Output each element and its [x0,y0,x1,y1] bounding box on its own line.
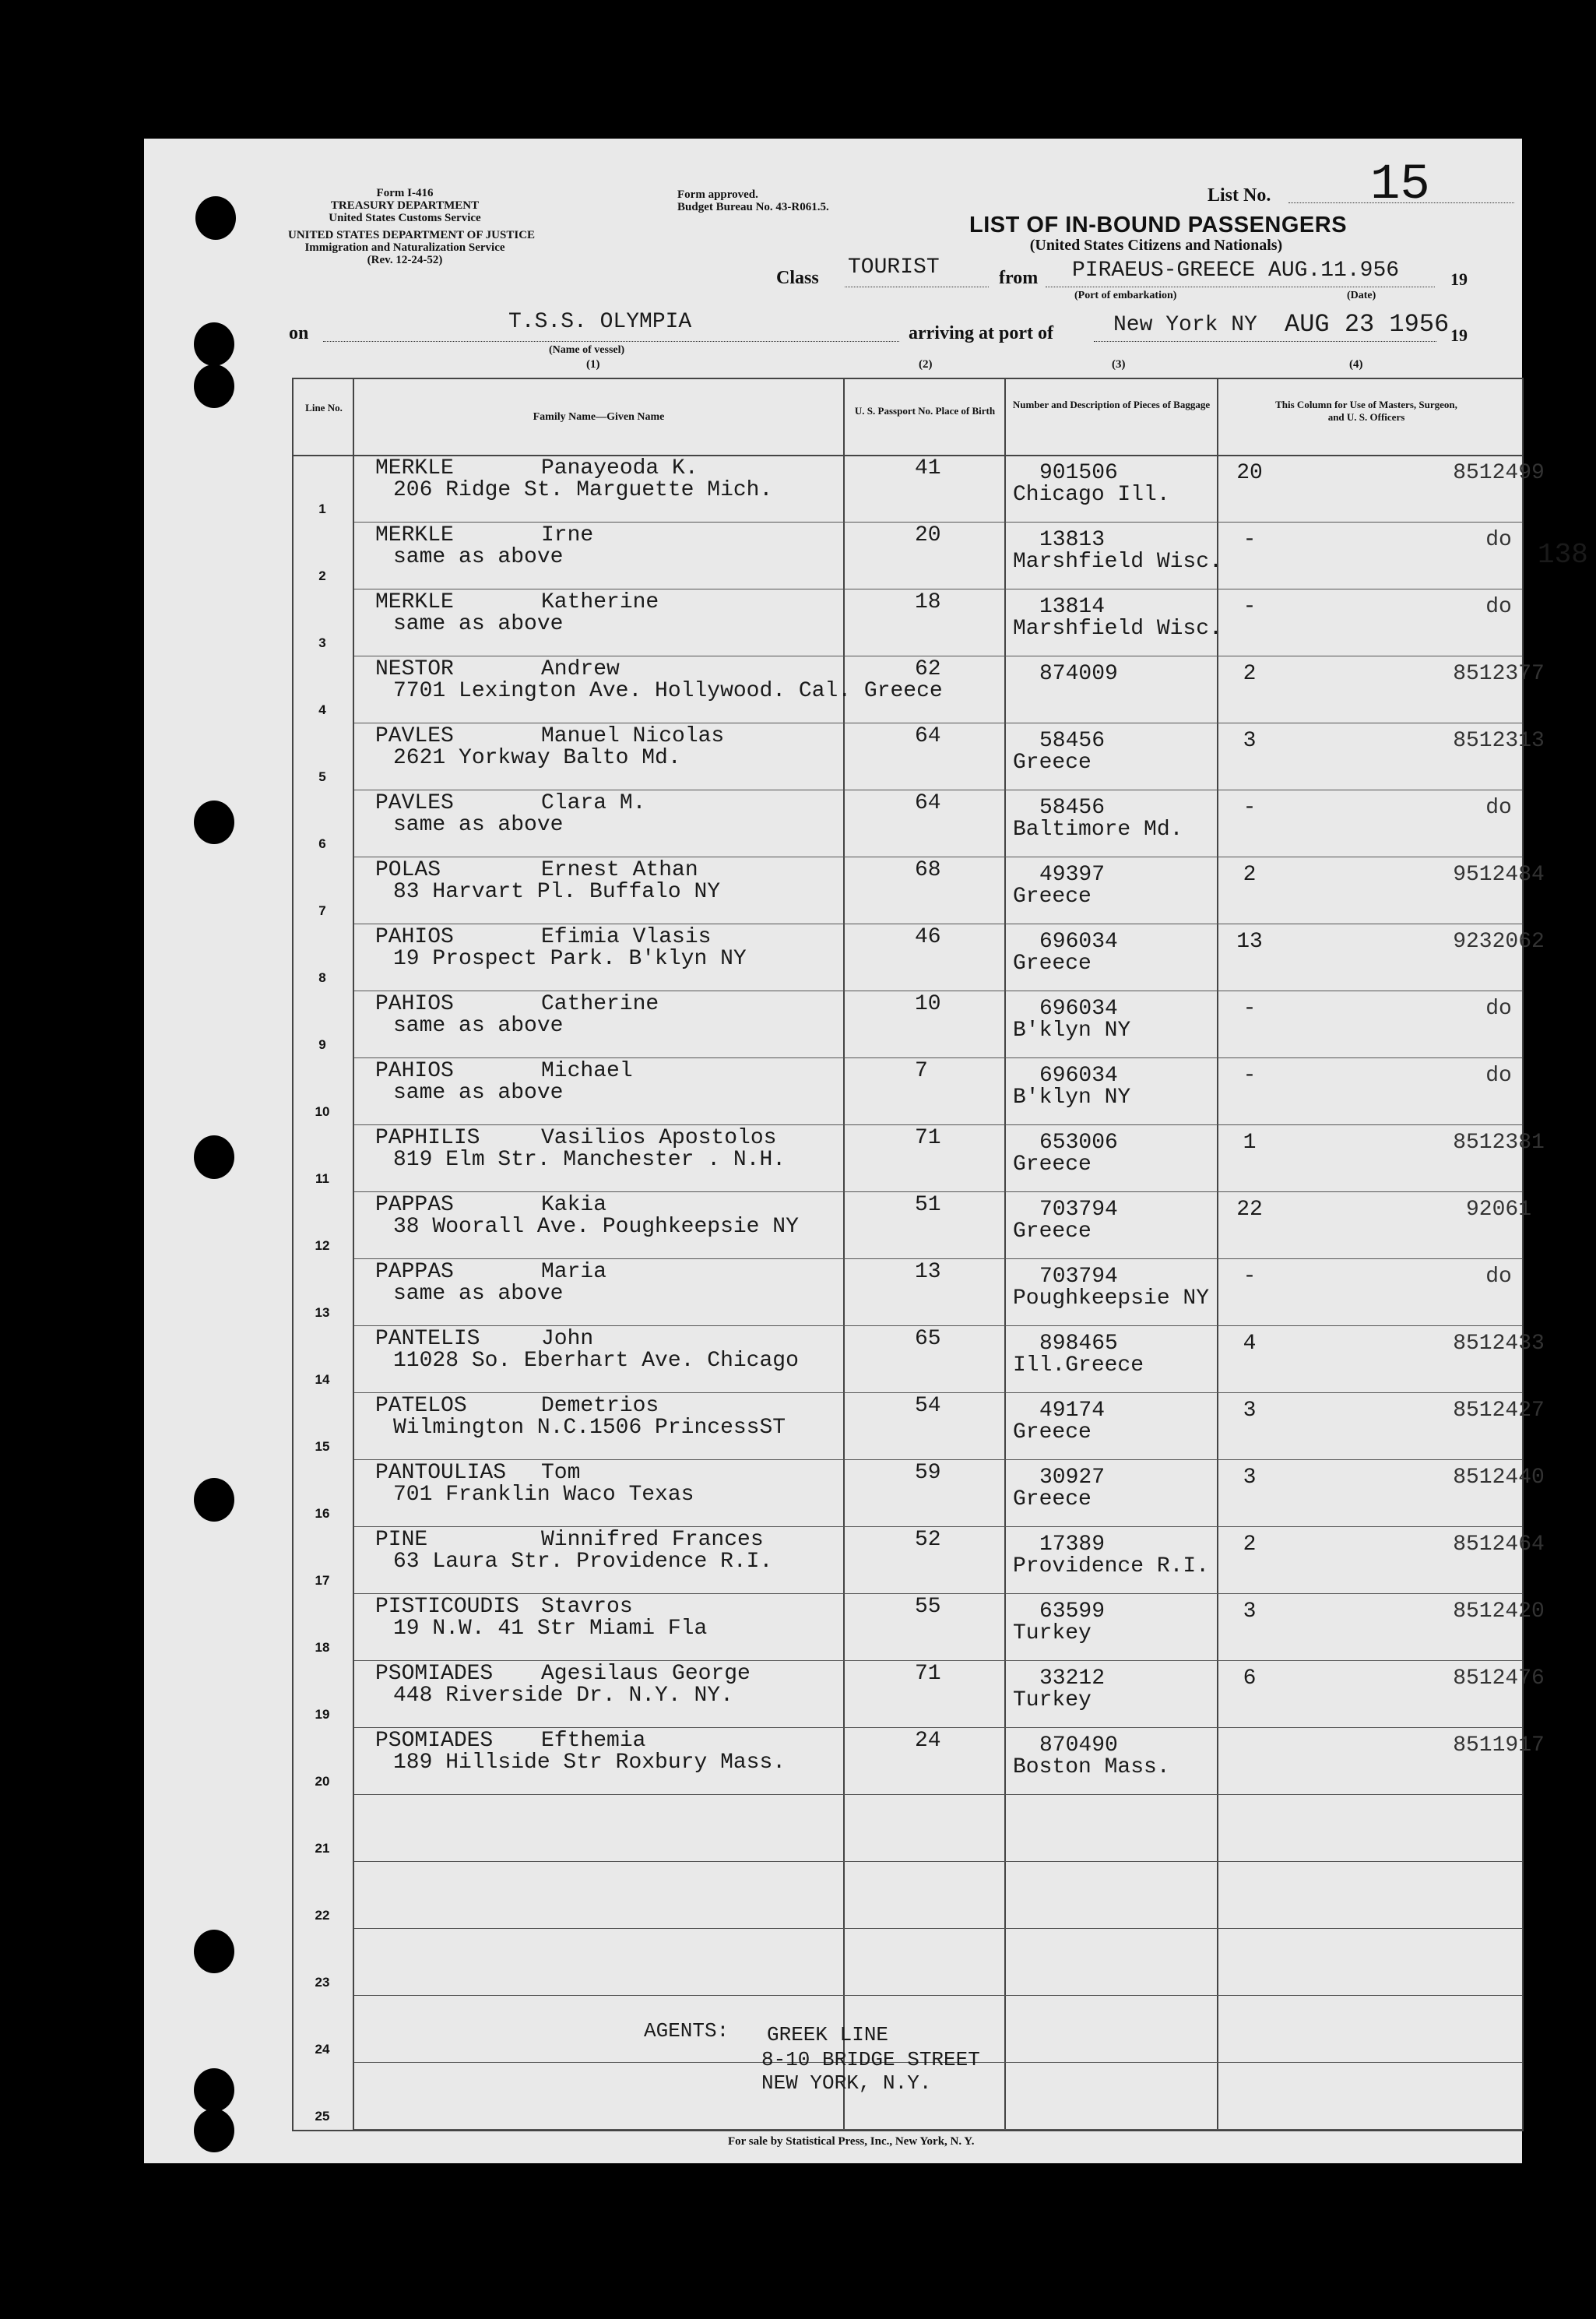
row-divider [354,2129,1522,2130]
family-name: PAPHILIS [375,1126,480,1150]
baggage-count: 20 [1236,461,1263,485]
officer-note: 8512499 [1453,461,1545,485]
age: 51 [915,1193,941,1217]
line-number: 1 [318,501,326,516]
table-row [292,1260,1522,1327]
header-baggage: Number and Description of Pieces of Baggage [1012,399,1211,410]
justice-dept: UNITED STATES DEPARTMENT OF JUSTICE [288,229,536,241]
age: 59 [915,1461,941,1485]
title-block [969,213,1348,255]
address: 819 Elm Str. Manchester . N.H. [393,1148,786,1172]
place-of-birth: Chicago Ill. [1013,483,1170,507]
family-name: MERKLE [375,590,454,614]
table-row [292,523,1588,590]
form-number: Form I-416 [376,187,434,199]
line-number: 11 [315,1171,329,1186]
table-row [292,925,1545,992]
year-prefix: 19 [1450,269,1468,289]
row-divider [354,1057,1522,1058]
revision: (Rev. 12-24-52) [367,254,443,266]
table-row [292,1193,1531,1260]
age: 55 [915,1595,941,1619]
table-row [292,1528,1545,1595]
officer-note: 8512381 [1453,1131,1545,1155]
baggage-count: 13 [1236,930,1263,954]
family-name: MERKLE [375,456,454,480]
given-name: Demetrios [541,1394,659,1418]
line-number: 22 [315,1908,330,1923]
officer-note: 9512484 [1453,863,1545,887]
line-number: 9 [318,1037,326,1052]
baggage-count: 2 [1243,662,1257,686]
row-divider [354,1191,1522,1192]
officer-note: 8512476 [1453,1666,1545,1691]
row-divider [354,1727,1522,1728]
age: 7 [915,1059,928,1083]
col-num-3: (3) [1112,358,1126,371]
form-id-block [288,187,536,266]
table-row [292,724,1545,791]
punch-hole [194,1478,234,1522]
table-row [292,1059,1522,1126]
baggage-count: 2 [1243,1533,1257,1557]
place-of-birth: Greece [1013,1219,1092,1244]
agents-line-1: GREEK LINE [767,2023,889,2046]
address: 38 Woorall Ave. Poughkeepsie NY [393,1215,799,1239]
table-row [292,1126,1545,1193]
officer-note: do [1485,528,1512,552]
table-row [292,992,1522,1059]
passenger-rows [292,456,1588,2129]
baggage-count: 4 [1243,1332,1257,1356]
punch-hole [195,196,236,240]
row-divider [354,1861,1522,1862]
address: 448 Riverside Dr. N.Y. NY. [393,1684,733,1708]
place-of-birth: Greece [1013,751,1092,775]
punch-hole [194,2068,234,2112]
given-name: Kakia [541,1193,607,1217]
passport-number: 13813 [1039,528,1106,552]
passport-number: 696034 [1039,1064,1118,1088]
given-name: Clara M. [541,791,646,815]
family-name: PSOMIADES [375,1729,494,1753]
place-of-birth: Poughkeepsie NY [1013,1286,1210,1311]
row-divider [354,1124,1522,1125]
baggage-count: 3 [1243,729,1257,753]
line-number: 5 [318,769,326,784]
place-of-birth: Turkey [1013,1688,1092,1712]
given-name: John [541,1327,594,1351]
embark-port-date: PIRAEUS-GREECE AUG.11.956 [1072,259,1400,283]
place-of-birth: B'klyn NY [1013,1086,1131,1110]
passport-number: 703794 [1039,1198,1118,1222]
line-number: 24 [315,2042,330,2057]
family-name: PISTICOUDIS [375,1595,519,1619]
address: same as above [393,813,564,837]
officer-note: do [1485,1064,1512,1088]
vessel-caption: (Name of vessel) [549,344,625,356]
passport-number: 696034 [1039,997,1118,1021]
given-name: Andrew [541,657,620,681]
embark-caption: (Port of embarkation) [1074,290,1177,301]
table-row [292,456,1545,523]
passport-number: 874009 [1039,662,1118,686]
line-number: 2 [318,568,326,583]
passport-number: 696034 [1039,930,1118,954]
table-row [292,590,1522,657]
family-name: PSOMIADES [375,1662,494,1686]
age: 54 [915,1394,941,1418]
age: 46 [915,925,941,949]
officer-note: 8512420 [1453,1599,1545,1624]
table-row [292,1461,1545,1528]
passport-number: 653006 [1039,1131,1118,1155]
line-number: 10 [315,1104,330,1119]
year-prefix-2: 19 [1450,326,1468,345]
address: same as above [393,1081,564,1105]
form-approved: Form approved. [677,188,758,201]
place-of-birth: Greece [1013,885,1092,909]
family-name: NESTOR [375,657,454,681]
table-row [292,1796,1522,1863]
place-of-birth: Greece [1013,1420,1092,1445]
passport-number: 63599 [1039,1599,1106,1624]
age: 52 [915,1528,941,1552]
class-value: TOURIST [848,255,940,280]
family-name: PINE [375,1528,428,1552]
header-passport: U. S. Passport No. Place of Birth [854,405,996,417]
given-name: Catherine [541,992,659,1016]
family-name: PAPPAS [375,1193,454,1217]
row-divider [354,1928,1522,1929]
officer-note: do [1485,796,1512,820]
header-line-no: Line No. [305,402,343,413]
given-name: Vasilios Apostolos [541,1126,777,1150]
age: 65 [915,1327,941,1351]
address: 63 Laura Str. Providence R.I. [393,1550,773,1574]
given-name: Michael [541,1059,633,1083]
line-number: 23 [315,1975,330,1990]
address: 189 Hillside Str Roxbury Mass. [393,1751,786,1775]
baggage-count: - [1243,528,1257,552]
officer-note: 9232062 [1453,930,1545,954]
officer-note: 8512433 [1453,1332,1545,1356]
arrival-port: New York NY [1113,313,1257,337]
row-divider [354,1325,1522,1326]
family-name: PANTOULIAS [375,1461,507,1485]
family-name: POLAS [375,858,441,882]
page-title: LIST OF IN-BOUND PASSENGERS [969,213,1348,238]
line-number: 17 [315,1573,330,1588]
agents-label: AGENTS: [644,2019,729,2043]
family-name: PAHIOS [375,992,454,1016]
baggage-count: - [1243,595,1257,619]
table-row [292,1394,1545,1461]
table-row [292,1863,1522,1930]
age: 20 [915,523,941,547]
date-caption: (Date) [1347,290,1376,301]
age: 18 [915,590,941,614]
family-name: PAVLES [375,791,454,815]
row-divider [354,1794,1522,1795]
officer-note: 8512464 [1453,1533,1545,1557]
address: Wilmington N.C.1506 PrincessST [393,1416,786,1440]
given-name: Irne [541,523,594,547]
address: 19 Prospect Park. B'klyn NY [393,947,747,971]
passport-number: 58456 [1039,796,1106,820]
line-number: 3 [318,635,326,650]
place-of-birth: Providence R.I. [1013,1554,1210,1578]
baggage-count: 3 [1243,1399,1257,1423]
age: 24 [915,1729,941,1753]
baggage-count: - [1243,796,1257,820]
line-number: 4 [318,702,326,717]
agents-line-3: NEW YORK, N.Y. [761,2071,932,2095]
agents-line-2: 8-10 BRIDGE STREET [761,2048,980,2071]
address: 206 Ridge St. Marguette Mich. [393,478,773,502]
approval-block [677,188,829,213]
age: 71 [915,1126,941,1150]
table-row [292,858,1545,925]
given-name: Agesilaus George [541,1662,751,1686]
place-of-birth: Greece [1013,952,1092,976]
punch-hole [194,322,234,366]
list-no-value: 15 [1370,157,1430,213]
given-name: Efthemia [541,1729,646,1753]
officer-note: do [1485,595,1512,619]
row-divider [354,1593,1522,1594]
address: 7701 Lexington Ave. Hollywood. Cal. Greece [393,679,943,703]
footer-text: For sale by Statistical Press, Inc., New York, N. Y. [728,2135,975,2148]
officer-note: 8512440 [1453,1466,1545,1490]
address: same as above [393,612,564,636]
place-of-birth: Marshfield Wisc. [1013,550,1222,574]
line-number: 13 [315,1305,330,1320]
passport-number: 49397 [1039,863,1106,887]
passport-number: 13814 [1039,595,1106,619]
age: 13 [915,1260,941,1284]
line-number: 7 [318,903,326,918]
age: 71 [915,1662,941,1686]
arriving-label: arriving at port of [909,323,1053,343]
address: 19 N.W. 41 Str Miami Fla [393,1617,708,1641]
passport-number: 901506 [1039,461,1118,485]
punch-hole [194,801,234,844]
place-of-birth: Greece [1013,1487,1092,1511]
line-number: 25 [315,2109,330,2124]
extra-note: 138 [1538,539,1588,571]
header-name: Family Name—Given Name [533,411,665,423]
row-divider [354,1258,1522,1259]
age: 41 [915,456,941,480]
department: TREASURY DEPARTMENT [330,199,480,212]
table-row [292,1930,1522,1997]
table-row [292,1595,1545,1662]
age: 62 [915,657,941,681]
place-of-birth: Baltimore Md. [1013,818,1183,842]
address: same as above [393,545,564,569]
line-number: 20 [315,1774,330,1789]
row-divider [354,1392,1522,1393]
punch-hole [194,1135,234,1179]
family-name: MERKLE [375,523,454,547]
age: 64 [915,791,941,815]
given-name: Efimia Vlasis [541,925,712,949]
baggage-count: 1 [1243,1131,1257,1155]
baggage-count: - [1243,1265,1257,1289]
row-divider [354,522,1522,523]
page-subtitle: (United States Citizens and Nationals) [1029,237,1283,254]
col-num-1: (1) [586,358,600,371]
line-number: 19 [315,1707,330,1722]
list-no-label: List No. [1208,185,1271,206]
given-name: Manuel Nicolas [541,724,725,748]
address: 2621 Yorkway Balto Md. [393,746,681,770]
line-number: 8 [318,970,326,985]
passport-number: 898465 [1039,1332,1118,1356]
age: 64 [915,724,941,748]
place-of-birth: Ill.Greece [1013,1353,1144,1378]
table-row [292,791,1522,858]
place-of-birth: Marshfield Wisc. [1013,617,1222,641]
service: United States Customs Service [329,212,481,224]
officer-note: 8512313 [1453,729,1545,753]
row-divider [354,1660,1522,1661]
given-name: Ernest Athan [541,858,698,882]
passport-number: 49174 [1039,1399,1106,1423]
table-row [292,1729,1545,1796]
passport-number: 703794 [1039,1265,1118,1289]
given-name: Tom [541,1461,581,1485]
family-name: PANTELIS [375,1327,480,1351]
manifest-page [144,139,1588,2163]
punch-hole [194,2109,234,2152]
class-label: Class [776,268,819,288]
place-of-birth: Boston Mass. [1013,1755,1170,1779]
place-of-birth: B'klyn NY [1013,1019,1131,1043]
line-number: 12 [315,1238,330,1253]
place-of-birth: Turkey [1013,1621,1092,1645]
passport-number: 17389 [1039,1533,1106,1557]
table-row [292,1662,1545,1729]
baggage-count: - [1243,997,1257,1021]
given-name: Katherine [541,590,659,614]
family-name: PAHIOS [375,1059,454,1083]
on-label: on [289,323,309,343]
line-number: 14 [315,1372,330,1387]
given-name: Panayeoda K. [541,456,698,480]
passport-number: 58456 [1039,729,1106,753]
passport-number: 870490 [1039,1733,1118,1758]
line-number: 16 [315,1506,330,1521]
row-divider [354,1459,1522,1460]
place-of-birth: Greece [1013,1152,1092,1177]
baggage-count: 2 [1243,863,1257,887]
officer-note: 8512377 [1453,662,1545,686]
line-number: 18 [315,1640,330,1655]
budget-number: Budget Bureau No. 43-R061.5. [677,201,829,213]
age: 68 [915,858,941,882]
family-name: PAHIOS [375,925,454,949]
row-divider [354,1995,1522,1996]
baggage-count: 3 [1243,1599,1257,1624]
col-num-2: (2) [919,358,933,371]
family-name: PAPPAS [375,1260,454,1284]
punch-hole [194,364,234,408]
immigration-service: Immigration and Naturalization Service [304,241,505,254]
header-officers: This Column for Use of Masters, Surgeon, and U. S. Officers [1275,399,1457,423]
officer-note: do [1485,1265,1512,1289]
line-number: 15 [315,1439,330,1454]
officer-note: do [1485,997,1512,1021]
vessel-name: T.S.S. OLYMPIA [508,310,692,334]
passport-number: 33212 [1039,1666,1106,1691]
passport-number: 30927 [1039,1466,1106,1490]
line-number: 21 [315,1841,330,1856]
given-name: Stavros [541,1595,633,1619]
baggage-count: 3 [1243,1466,1257,1490]
officer-note: 92061 [1465,1198,1531,1222]
age: 10 [915,992,941,1016]
address: 83 Harvart Pl. Buffalo NY [393,880,721,904]
row-divider [354,1526,1522,1527]
col-num-4: (4) [1349,358,1363,371]
baggage-count: - [1243,1064,1257,1088]
officer-note: 8512427 [1453,1399,1545,1423]
address: same as above [393,1282,564,1306]
table-row [292,1327,1545,1394]
punch-hole [194,1930,234,1973]
baggage-count: 22 [1236,1198,1263,1222]
given-name: Winnifred Frances [541,1528,764,1552]
arrival-date: AUG 23 1956 [1285,310,1450,339]
given-name: Maria [541,1260,607,1284]
line-number: 6 [318,836,326,851]
family-name: PAVLES [375,724,454,748]
officer-note: 8511917 [1453,1733,1545,1758]
address: 701 Franklin Waco Texas [393,1483,694,1507]
address: 11028 So. Eberhart Ave. Chicago [393,1349,799,1373]
family-name: PATELOS [375,1394,467,1418]
address: same as above [393,1014,564,1038]
table-row [292,657,1545,724]
from-label: from [999,268,1039,288]
baggage-count: 6 [1243,1666,1257,1691]
